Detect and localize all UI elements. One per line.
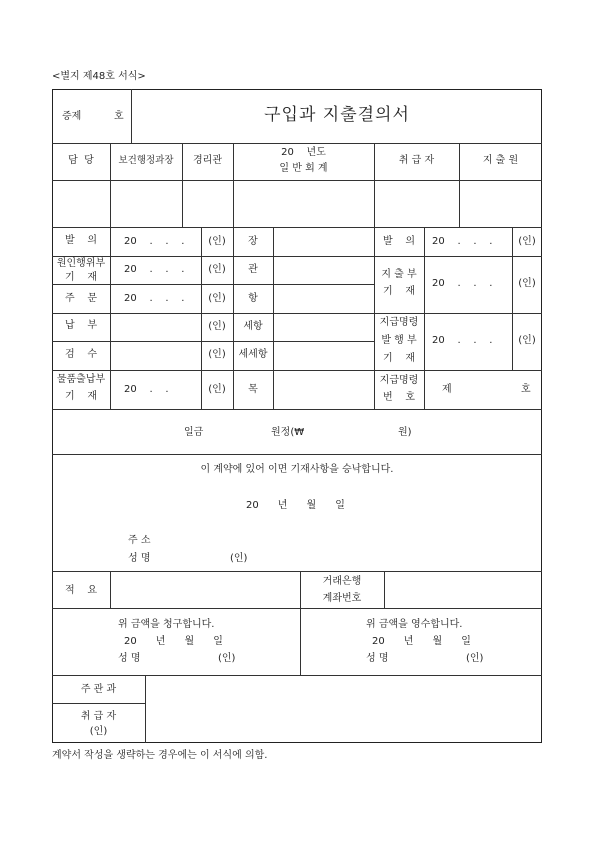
rule <box>384 571 385 608</box>
rule <box>52 370 542 371</box>
left-label-r2-line2: 기 재 <box>64 272 98 283</box>
header-cell-6: 지 출 원 <box>482 155 519 166</box>
left-label-r6-line2: 기 재 <box>64 391 98 402</box>
rule <box>145 675 146 743</box>
rule <box>52 341 374 342</box>
seal: (인) <box>466 653 484 664</box>
right-label-r3-line1: 지급명령 <box>379 317 419 328</box>
consent-date: 20 년 월 일 <box>246 500 345 511</box>
left-label-nabbu: 납 부 <box>64 320 98 331</box>
claim-date: 20 년 월 일 <box>124 636 223 647</box>
left-date: 20 . . . <box>124 236 185 247</box>
right-label-r3-line2: 발 행 부 <box>381 335 417 346</box>
summary-label: 적 요 <box>64 585 98 596</box>
left-label-geomsu: 검 수 <box>64 349 98 360</box>
right-ho: 호 <box>521 384 531 395</box>
right-label-r3-line3: 기 재 <box>382 353 416 364</box>
handler-label: 취 급 자 <box>80 711 117 722</box>
mid-label-mok: 목 <box>248 384 258 395</box>
rule <box>52 313 542 314</box>
right-date: 20 . . . <box>432 236 493 247</box>
seal: (인) <box>230 553 248 564</box>
seal: (인) <box>208 349 226 360</box>
rule <box>52 608 542 609</box>
seal: (인) <box>518 278 536 289</box>
header-cell-5: 취 급 자 <box>398 155 435 166</box>
rule <box>52 409 542 410</box>
left-label-bareui: 발 의 <box>64 235 98 246</box>
left-date: 20 . . . <box>124 264 185 275</box>
right-label-bareui: 발 의 <box>382 236 416 247</box>
amount-won-prefix: 원정(₩ <box>271 427 305 438</box>
rule <box>52 256 542 257</box>
seal: (인) <box>89 726 108 737</box>
seal: (인) <box>208 384 226 395</box>
rule <box>233 227 234 409</box>
claim-text: 위 금액을 청구합니다. <box>118 619 215 630</box>
right-je: 제 <box>442 384 452 395</box>
receipt-date: 20 년 월 일 <box>372 636 471 647</box>
right-label-r4-line1: 지급명령 <box>379 375 419 386</box>
seal: (인) <box>218 653 236 664</box>
mid-label-sesehang: 세세항 <box>238 349 268 360</box>
seal: (인) <box>208 236 226 247</box>
mid-label-jang: 장 <box>248 236 258 247</box>
right-label-r2-line1: 지 출 부 <box>381 269 417 280</box>
rule <box>52 143 542 144</box>
receipt-text: 위 금액을 영수합니다. <box>366 619 463 630</box>
seal: (인) <box>518 236 536 247</box>
rule <box>52 703 145 704</box>
rule <box>424 227 425 409</box>
rule <box>273 227 274 409</box>
rule <box>52 284 374 285</box>
header-cell-4-line2: 일 반 회 계 <box>279 163 328 174</box>
amount-label: 일금 <box>184 427 204 438</box>
seal: (인) <box>208 293 226 304</box>
claim-name-label: 성 명 <box>118 653 141 664</box>
consent-name-label: 성 명 <box>128 553 151 564</box>
rule <box>201 227 202 409</box>
right-label-r4-line2: 번 호 <box>382 392 416 403</box>
header-cell-4-line1: 20 년도 <box>281 147 326 158</box>
consent-address-label: 주 소 <box>128 535 151 546</box>
rule <box>52 227 542 228</box>
rule <box>110 571 111 608</box>
row1-label: 증제 <box>62 111 82 122</box>
rule <box>52 675 542 676</box>
page-title: 구입과 지출결의서 <box>264 105 410 125</box>
left-date-short: 20 . . <box>124 384 169 395</box>
seal: (인) <box>208 321 226 332</box>
left-label-jumun: 주 문 <box>64 293 98 304</box>
seal: (인) <box>208 264 226 275</box>
header-cell-2: 보건행정과장 <box>118 155 174 166</box>
footnote: 계약서 작성을 생략하는 경우에는 이 서식에 의함. <box>52 750 268 761</box>
mid-label-gwan: 관 <box>248 264 258 275</box>
rule <box>52 454 542 455</box>
seal: (인) <box>518 335 536 346</box>
right-label-r2-line2: 기 재 <box>382 286 416 297</box>
header-cell-1: 담 당 <box>68 155 94 166</box>
amount-won-suffix: 원) <box>398 427 412 438</box>
bank-label-line1: 거래은행 <box>322 576 362 587</box>
rule <box>52 571 542 572</box>
header-cell-3: 경리관 <box>193 155 222 166</box>
consent-text: 이 계약에 있어 이면 기재사항을 승낙합니다. <box>200 464 394 475</box>
rule <box>512 227 513 370</box>
left-label-r2-line1: 원인행위부 <box>56 258 106 269</box>
dept-label: 주 관 과 <box>80 684 117 695</box>
right-date: 20 . . . <box>432 335 493 346</box>
rule <box>110 227 111 409</box>
bank-label-line2: 계좌번호 <box>322 593 362 604</box>
form-id: <별지 제48호 서식> <box>52 71 146 82</box>
left-date: 20 . . . <box>124 293 185 304</box>
mid-label-sehang: 세항 <box>243 321 263 332</box>
row1-label-suffix: 호 <box>114 111 124 122</box>
receipt-name-label: 성 명 <box>366 653 389 664</box>
rule <box>52 180 542 181</box>
left-label-r6-line1: 물품출납부 <box>56 374 106 385</box>
mid-label-hang: 항 <box>248 293 258 304</box>
right-date: 20 . . . <box>432 278 493 289</box>
